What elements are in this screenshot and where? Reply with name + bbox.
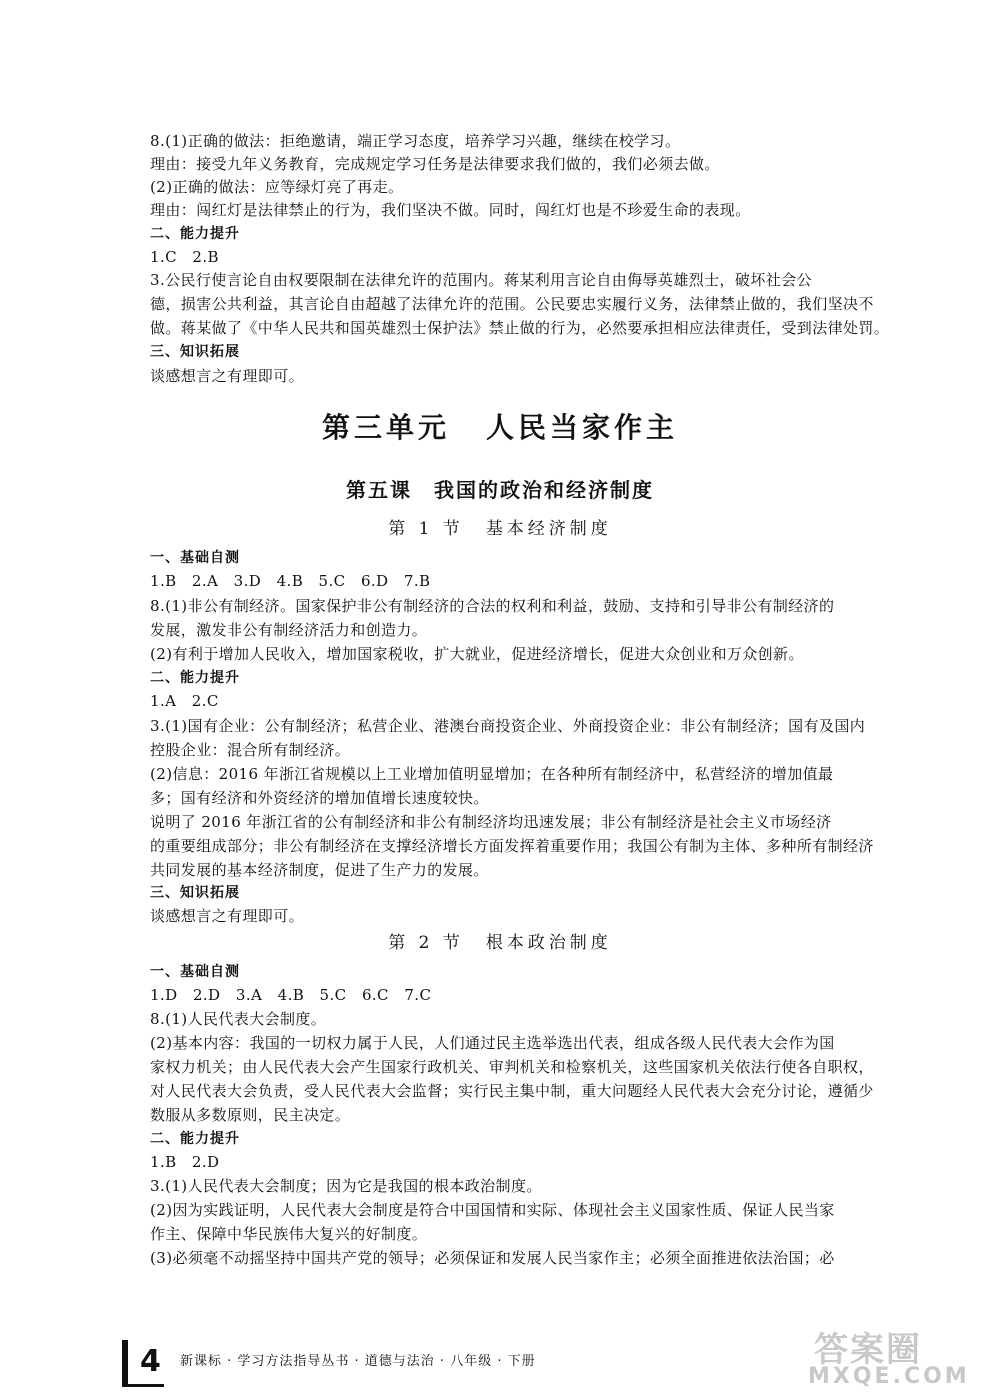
section-heading-knowledge: 三、知识拓展: [150, 885, 240, 901]
lesson-title: [0, 477, 1000, 503]
unit-title-part2: 人民当家作主: [486, 411, 679, 444]
section-title-2: [0, 932, 1000, 954]
section-heading-basic: 一、基础自测: [150, 964, 240, 980]
answer-line: 1.D 2.D 3.A 4.B 5.C 6.C 7.C: [150, 986, 432, 1004]
answer-line: 理由：接受九年义务教育，完成规定学习任务是法律要求我们做的，我们必须去做。: [150, 155, 720, 173]
answer-line: 理由：闯红灯是法律禁止的行为，我们坚决不做。同时，闯红灯也是不珍爱生命的表现。: [150, 201, 751, 219]
answer-line: 控股企业：混合所有制经济。: [150, 741, 351, 759]
answer-line: (2)信息：2016 年浙江省规模以上工业增加值明显增加；在各种所有制经济中，私营经济的增加值最: [150, 765, 834, 783]
unit-title: [0, 410, 1000, 446]
section-name: 根本政治制度: [485, 933, 612, 953]
answer-line: 作主、保障中华民族伟大复兴的好制度。: [150, 1225, 428, 1243]
answer-line: (3)必须毫不动摇坚持中国共产党的领导；必须保证和发展人民当家作主；必须全面推进依法治国；必: [150, 1249, 835, 1267]
page-number: 4: [140, 1344, 161, 1379]
answer-line: 8.(1)人民代表大会制度。: [150, 1010, 327, 1028]
section-heading-ability: 二、能力提升: [150, 226, 240, 242]
section-title-1: [0, 518, 1000, 540]
unit-title-part1: 第三单元: [321, 411, 450, 444]
answer-line: 谈感想言之有理即可。: [150, 367, 305, 385]
lesson-title-part2: 我国的政治和经济制度: [434, 478, 654, 502]
answer-line: 3.(1)国有企业：公有制经济；私营企业、港澳台商投资企业、外商投资企业：非公有制经济；国有及国内: [150, 717, 866, 735]
section-heading-ability: 二、能力提升: [150, 1131, 240, 1147]
watermark-logo: [808, 1322, 988, 1390]
answer-line: 德，损害公共利益，其言论自由超越了法律允许的范围。公民要忠实履行义务，法律禁止做的，我们坚决不: [150, 295, 874, 313]
answer-line: 1.B 2.D: [150, 1153, 220, 1171]
answer-line: (2)因为实践证明，人民代表大会制度是符合中国国情和实际、体现社会主义国家性质、保证人民当家: [150, 1201, 835, 1219]
answer-line: 家权力机关；由人民代表大会产生国家行政机关、审判机关和检察机关，这些国家机关依法行使各自职权，: [150, 1058, 874, 1076]
answer-line: 做。蒋某做了《中华人民共和国英雄烈士保护法》禁止做的行为，必然要承担相应法律责任，受到法律处罚。: [150, 319, 890, 337]
answer-line: 对人民代表大会负责，受人民代表大会监督；实行民主集中制，重大问题经人民代表大会充分讨论，遵循少: [150, 1082, 874, 1100]
footer-bar: [122, 1340, 128, 1384]
section-number: 第 2 节: [388, 933, 464, 953]
answer-line: 多；国有经济和外资经济的增加值增长速度较快。: [150, 789, 489, 807]
answer-line: 1.C 2.B: [150, 248, 219, 266]
answer-line: (2)正确的做法：应等绿灯亮了再走。: [150, 178, 404, 196]
watermark-bottom-text: MXQE.COM: [808, 1364, 970, 1389]
page-footer: [122, 1340, 642, 1388]
answer-line: 1.B 2.A 3.D 4.B 5.C 6.D 7.B: [150, 572, 431, 590]
answer-line: 说明了 2016 年浙江省的公有制经济和非公有制经济均迅速发展；非公有制经济是社会主义市场经济: [150, 813, 832, 831]
answer-line: 的重要组成部分；非公有制经济在支撑经济增长方面发挥着重要作用；我国公有制为主体、多种所有制经济: [150, 837, 874, 855]
lesson-title-part1: 第五课: [346, 478, 412, 502]
answer-line: (2)有利于增加人民收入，增加国家税收，扩大就业，促进经济增长，促进大众创业和万众创新。: [150, 645, 804, 663]
watermark-top-text: 答案圈: [814, 1330, 922, 1370]
answer-line: (2)基本内容：我国的一切权力属于人民，人们通过民主选举选出代表，组成各级人民代表大会作为国: [150, 1034, 835, 1052]
answer-line: 数服从多数原则，民主决定。: [150, 1106, 351, 1124]
answer-line: 谈感想言之有理即可。: [150, 907, 305, 925]
book-title: 新课标 · 学习方法指导丛书 · 道德与法治 · 八年级 · 下册: [180, 1354, 536, 1369]
answer-line: 发展，激发非公有制经济活力和创造力。: [150, 621, 428, 639]
section-heading-ability: 二、能力提升: [150, 670, 240, 686]
answer-line: 3.(1)人民代表大会制度；因为它是我国的根本政治制度。: [150, 1177, 542, 1195]
page-number-underline: [122, 1384, 164, 1387]
section-name: 基本经济制度: [485, 519, 612, 539]
answer-line: 1.A 2.C: [150, 692, 219, 710]
answer-line: 3.公民行使言论自由权要限制在法律允许的范围内。蒋某利用言论自由侮辱英雄烈士，破坏社会公: [150, 271, 812, 289]
section-number: 第 1 节: [388, 519, 464, 539]
section-heading-knowledge: 三、知识拓展: [150, 344, 240, 360]
answer-line: 8.(1)正确的做法：拒绝邀请，端正学习态度，培养学习兴趣，继续在校学习。: [150, 132, 681, 150]
answer-line: 8.(1)非公有制经济。国家保护非公有制经济的合法的权利和利益，鼓励、支持和引导非公有制经济的: [150, 597, 835, 615]
answer-line: 共同发展的基本经济制度，促进了生产力的发展。: [150, 861, 489, 879]
section-heading-basic: 一、基础自测: [150, 550, 240, 566]
